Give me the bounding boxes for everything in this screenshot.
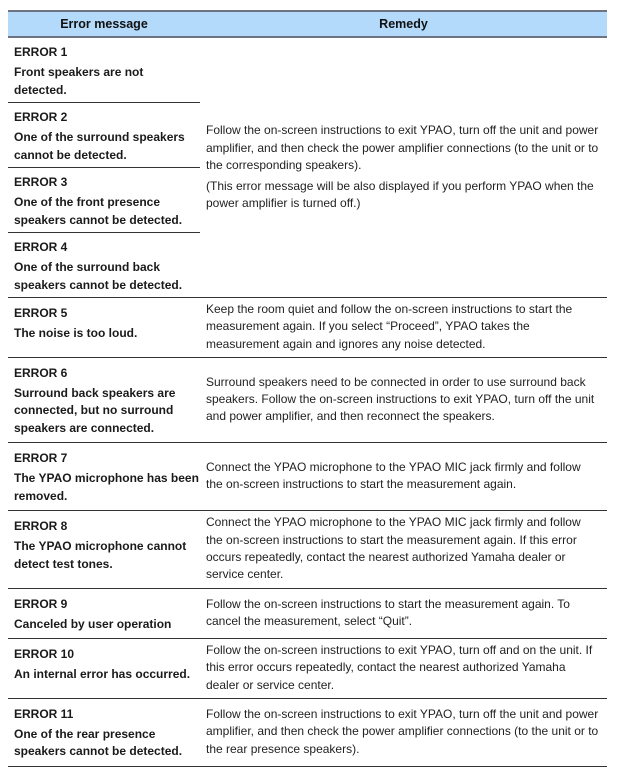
error-message: The noise is too loud.: [14, 326, 138, 340]
error-cell: [8, 168, 200, 233]
error-code: ERROR 7: [14, 451, 68, 466]
error-message: The YPAO microphone has been removed.: [14, 471, 199, 503]
table-row: [8, 298, 607, 358]
error-code: ERROR 5: [14, 306, 68, 320]
remedy-text: Follow the on-screen instructions to start the measurement again. To cancel the measurement, select “Quit”.: [206, 596, 570, 628]
table-row: [8, 639, 607, 699]
remedy-text: Surround speakers need to be connected in order to use surround back speakers. Follow the on-screen instructions to exit YPAO, turn off the unit and power amplifier, and then reconnect the speakers.: [206, 374, 595, 424]
error-code: ERROR 8: [14, 519, 68, 534]
table-row: [8, 699, 607, 767]
header-error-message: Error message: [60, 17, 148, 31]
table-row: [8, 358, 607, 444]
error-message: One of the surround speakers cannot be detected.: [14, 130, 185, 162]
error-message: Surround back speakers are connected, but no surround speakers are connected.: [14, 385, 176, 435]
remedy-note: (This error message will be also displayed if you perform YPAO when the power amplifier is turned off.): [206, 179, 594, 211]
table-row: [8, 589, 607, 640]
error-cell: [8, 233, 200, 297]
remedy-text: Keep the room quiet and follow the on-screen instructions to start the measurement again. If you select “Proceed”, YPAO takes the measurement again and ignores any noise detected.: [206, 302, 573, 351]
error-code: ERROR 2: [14, 110, 68, 124]
error-cell: [8, 38, 200, 103]
error-code: ERROR 10: [14, 647, 75, 662]
error-cell: [8, 103, 200, 168]
error-group-1-4: [8, 38, 607, 298]
error-code: ERROR 11: [14, 706, 74, 721]
header-remedy: Remedy: [379, 17, 428, 31]
error-message: One of the surround back speakers cannot be detected.: [14, 260, 183, 292]
remedy-text: Follow the on-screen instructions to exit YPAO, turn off the unit and power amplifier, and then check the power amplifier connections (to the unit or to the corresponding speakers).: [206, 123, 599, 172]
error-message: Canceled by user operation: [14, 616, 172, 631]
error-message: Front speakers are not detected.: [14, 65, 144, 97]
remedy-text: Connect the YPAO microphone to the YPAO MIC jack firmly and follow the on-screen instructions to start the measurement again.: [206, 460, 581, 492]
error-message: One of the front presence speakers cannot be detected.: [14, 195, 183, 227]
error-table: [8, 10, 607, 767]
error-message: The YPAO microphone cannot detect test tones.: [14, 539, 187, 571]
error-group-left: [8, 38, 200, 297]
error-message: One of the rear presence speakers cannot be detected.: [14, 726, 183, 759]
table-header: [8, 10, 607, 38]
error-message: An internal error has occurred.: [14, 667, 191, 682]
error-code: ERROR 1: [14, 45, 68, 59]
error-code: ERROR 9: [14, 596, 68, 611]
error-code: ERROR 4: [14, 240, 68, 254]
remedy-text: Follow the on-screen instructions to exit YPAO, turn off the unit and power amplifier, and then check the power amplifier connections (to the unit or to the rear presence speakers).: [206, 707, 599, 756]
remedy-text: Connect the YPAO microphone to the YPAO MIC jack firmly and follow the on-screen instructions to start the measurement again. If this error occurs repeatedly, contact the nearest authorized Yamaha dealer or service center.: [206, 515, 581, 582]
remedy-text: Follow the on-screen instructions to exit YPAO, turn off and on the unit. If this error occurs repeatedly, contact the nearest authorized Yamaha dealer or service center.: [206, 643, 593, 692]
error-code: ERROR 3: [14, 175, 68, 189]
remedy-cell: [200, 38, 607, 297]
table-row: [8, 443, 607, 511]
error-code: ERROR 6: [14, 365, 68, 380]
table-row: [8, 511, 607, 588]
